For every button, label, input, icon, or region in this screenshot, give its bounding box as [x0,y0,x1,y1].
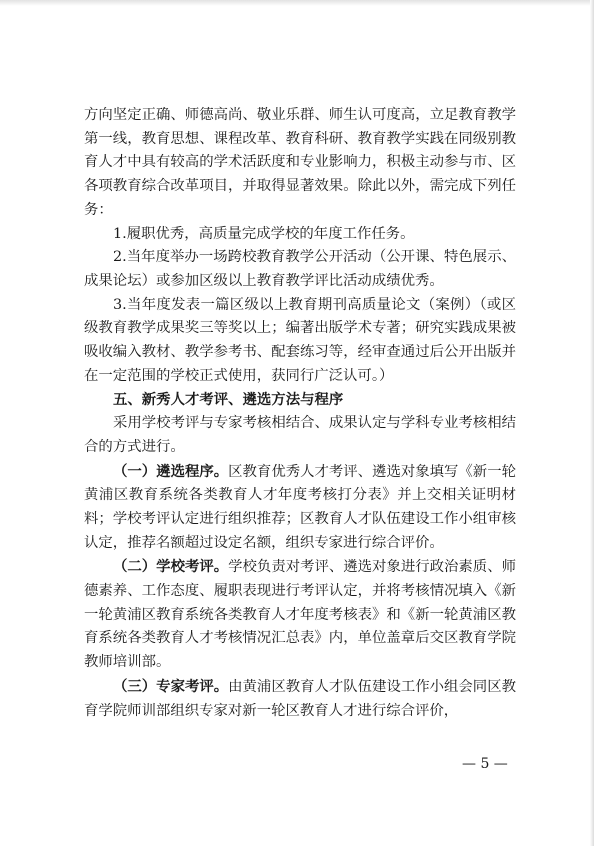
page-number: — 5 — [462,756,508,772]
subsection-selection-procedure [84,460,516,556]
paragraph-task-3: 3.当年度发表一篇区级以上教育期刊高质量论文（案例）（或区级教育教学成果奖三等奖以上；编著出版学术专著；研究实践成果被吸收编入教材、教学参考书、配套练习等，经审查通过后公开出版并在一定范围的学校正式使用，获同行广泛认可。） [84,296,516,384]
section-intro: 采用学校考评与专家考核相结合、成果认定与学科专业考核相结合的方式进行。 [84,415,516,455]
subsection-lead: （二）学校考评。 [113,558,229,576]
scan-edge-top [0,0,594,6]
subsection-expert-evaluation [84,675,516,723]
subsection-text: 学校负责对考评、遴选对象进行政治素质、师德素养、工作态度、履职表现进行考评认定，并将考核情况填入《新一轮黄浦区教育系统各类教育人才年度考核表》和《新一轮黄浦区教育系统各类教育人才考核情况汇总表》内，单位盖章后交区教育学院教师培训部。 [84,559,516,671]
paragraph-task-1: 1.履职优秀，高质量完成学校的年度工作任务。 [113,225,415,242]
subsection-lead: （三）专家考评。 [113,677,229,695]
paragraph-task-2: 2.当年度举办一场跨校教育教学公开活动（公开课、特色展示、成果论坛）或参加区级以上教育教学评比活动成绩优秀。 [84,249,516,289]
document-body [84,104,516,723]
subsection-lead: （一）遴选程序。 [113,462,229,480]
section-heading: 五、新秀人才考评、遴选方法与程序 [113,391,344,409]
scan-edge-right [590,0,594,846]
subsection-text: 区教育优秀人才考评、遴选对象填写《新一轮黄浦区教育系统各类教育人才年度考核打分表》并上交相关证明材料；学校考评认定进行组织推荐；区教育人才队伍建设工作小组审核认定，推荐名额超过设定名额，组织专家进行综合评价。 [84,463,516,551]
paragraph-requirements-intro: 方向坚定正确、师德高尚、敬业乐群、师生认可度高，立足教育教学第一线，教育思想、课程改革、教育科研、教育教学实践在同级别教育人才中具有较高的学术活跃度和专业影响力，积极主动参与市、区各项教育综合改革项目，并取得显著效果。除此以外，需完成下列任务： [84,107,516,218]
subsection-school-evaluation [84,555,516,675]
subsection-text: 由黄浦区教育人才队伍建设工作小组会同区教育学院师训部组织专家对新一轮区教育人才进行综合评价， [84,678,516,719]
